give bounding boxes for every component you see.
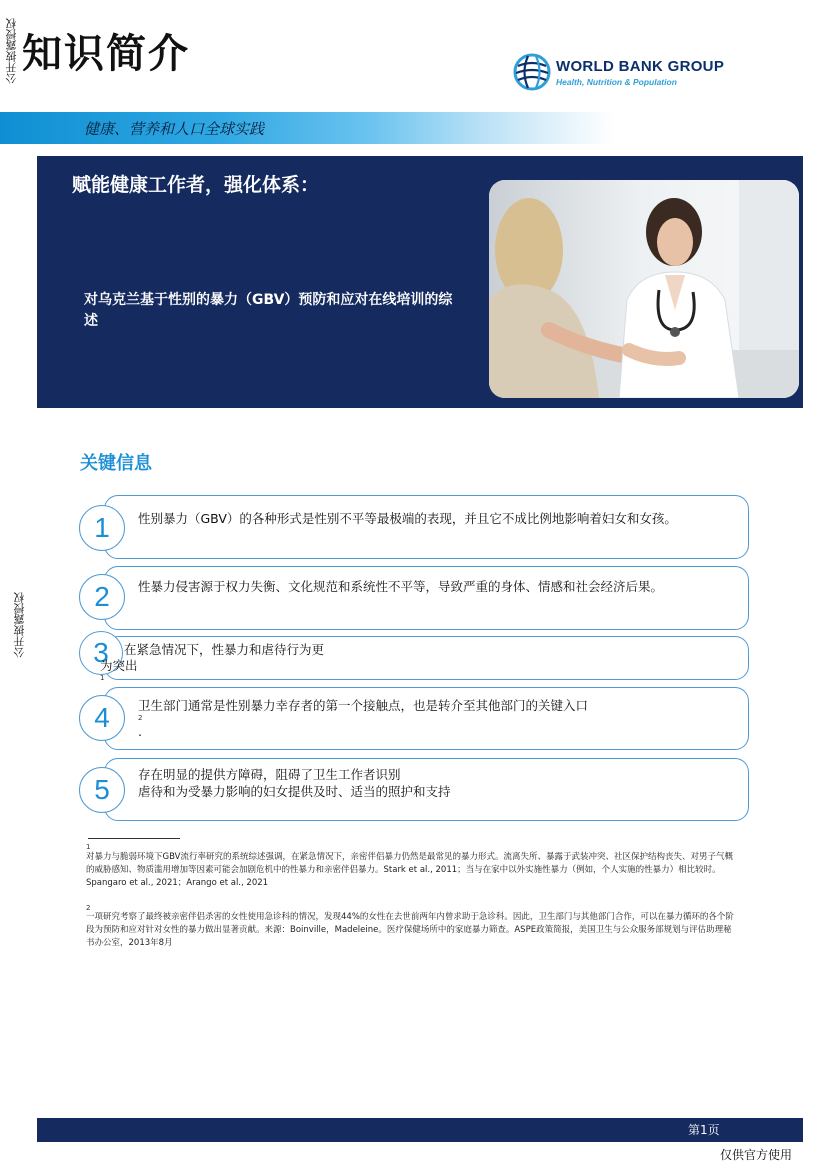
key-message-text-5a: 存在明显的提供方障碍，阻碍了卫生工作者识别 [138,767,401,782]
hero-title: 赋能健康工作者，强化体系： [72,174,320,196]
world-bank-logo [512,52,724,92]
key-message-number-1: 1 [79,505,125,551]
key-message-number-5: 5 [79,767,125,813]
key-message-number-2: 2 [79,574,125,620]
globe-icon [512,52,552,92]
side-disclosure-label-top: 公开披露授权 [5,18,18,84]
logo-wordmark: WORLD BANK GROUP [556,57,725,75]
official-use-note: 仅供官方使用 [720,1148,793,1162]
footnote-mark-1: 1 [86,843,91,851]
doctor-patient-photo [489,180,799,398]
key-message-number-3: 3 [79,631,123,675]
key-message-text-3b: 为突出 [100,658,138,673]
side-disclosure-label-middle: 公开披露授权 [13,592,26,658]
logo-tagline: Health, Nutrition & Population [556,76,677,87]
key-message-text-4: 卫生部门通常是性别暴力幸存者的第一个接触点，也是转介至其他部门的关键入口 [138,698,589,713]
footnote-divider [88,838,180,839]
footnote-ref-1: 1 [100,674,105,682]
page-title: 知识简介 [22,31,190,77]
page-number: 第1页 [688,1123,720,1137]
key-message-text-4-tail: . [138,724,142,739]
key-message-text-5b: 虐待和为受暴力影响的妇女提供及时、适当的照护和支持 [138,784,451,799]
key-messages-heading: 关键信息 [80,453,152,474]
key-message-text-3a: 在紧急情况下，性暴力和虐待行为更 [124,642,325,657]
footnote-2: 一项研究考察了最终被亲密伴侣杀害的女性使用急诊科的情况，发现44%的女性在去世前两年内曾求助于急诊科。因此，卫生部门与其他部门合作，可以在暴力循环的各个阶段为预防和应对针对女性的暴力做出显著贡献。来源：Boinville，Madeleine。医疗保健场所中的家庭暴力筛查。ASPE政策简报，美国卫生与公众服务部规划与评估助理秘书办公室，2013年8月 [86,912,734,948]
key-message-text-2: 性暴力侵害源于权力失衡、文化规范和系统性不平等，导致严重的身体、情感和社会经济后果。 [138,579,664,594]
hero-subtitle: 对乌克兰基于性别的暴力（GBV）预防和应对在线培训的综述 [84,292,453,329]
key-message-text-1: 性别暴力（GBV）的各种形式是性别不平等最极端的表现，并且它不成比例地影响着妇女和女孩。 [138,511,677,526]
footnote-mark-2: 2 [86,904,91,912]
practice-band-label: 健康、营养和人口全球实践 [84,120,265,138]
footnote-1: 对暴力与脆弱环境下GBV流行率研究的系统综述强调，在紧急情况下，亲密伴侣暴力仍然是最常见的暴力形式。流离失所、暴露于武装冲突、社区保护结构丧失、对男子气概的威胁感知、物质滥用增加等因素可能会加剧危机中的性暴力和亲密伴侣暴力。Stark et al., 2011；当与在家中以外实施性暴力（例如，个人实施的性暴力）相比较时。Spangaro et al., 2021；Arango et al., 2021 [86,852,733,888]
footnote-ref-2: 2 [138,714,143,722]
key-message-number-4: 4 [79,695,125,741]
key-message-card-2 [104,566,749,630]
